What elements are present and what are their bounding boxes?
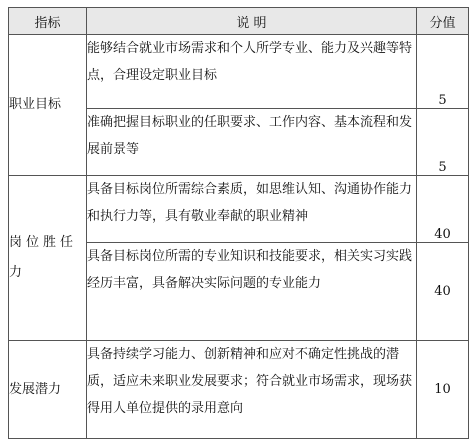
header-score: 分值 xyxy=(417,8,469,35)
description-cell: 准确把握目标职业的任职要求、工作内容、基本流程和发展前景等 xyxy=(87,109,417,176)
description-cell: 具备目标岗位所需的专业知识和技能要求，相关实习实践经历丰富，具备解决实际问题的专业能力 xyxy=(87,243,417,341)
category-cell: 发展潜力 xyxy=(9,341,87,439)
scoring-rubric-table xyxy=(8,7,469,439)
score-cell: 5 xyxy=(417,109,469,176)
header-indicator: 指标 xyxy=(9,8,87,35)
table-header-row xyxy=(9,8,469,35)
description-cell: 具备目标岗位所需综合素质，如思维认知、沟通协作能力和执行力等，具有敬业奉献的职业精神 xyxy=(87,176,417,243)
category-cell: 岗位胜任力 xyxy=(9,176,87,341)
table-row xyxy=(9,35,469,109)
description-cell: 具备持续学习能力、创新精神和应对不确定性挑战的潜质，适应未来职业发展要求；符合就业市场需求，现场获得用人单位提供的录用意向 xyxy=(87,341,417,439)
table-row xyxy=(9,176,469,243)
score-cell: 40 xyxy=(417,176,469,243)
score-cell: 10 xyxy=(417,341,469,439)
table-row xyxy=(9,341,469,439)
score-cell: 5 xyxy=(417,35,469,109)
header-description: 说 明 xyxy=(87,8,417,35)
score-cell: 40 xyxy=(417,243,469,341)
category-cell: 职业目标 xyxy=(9,35,87,176)
description-cell: 能够结合就业市场需求和个人所学专业、能力及兴趣等特点，合理设定职业目标 xyxy=(87,35,417,109)
